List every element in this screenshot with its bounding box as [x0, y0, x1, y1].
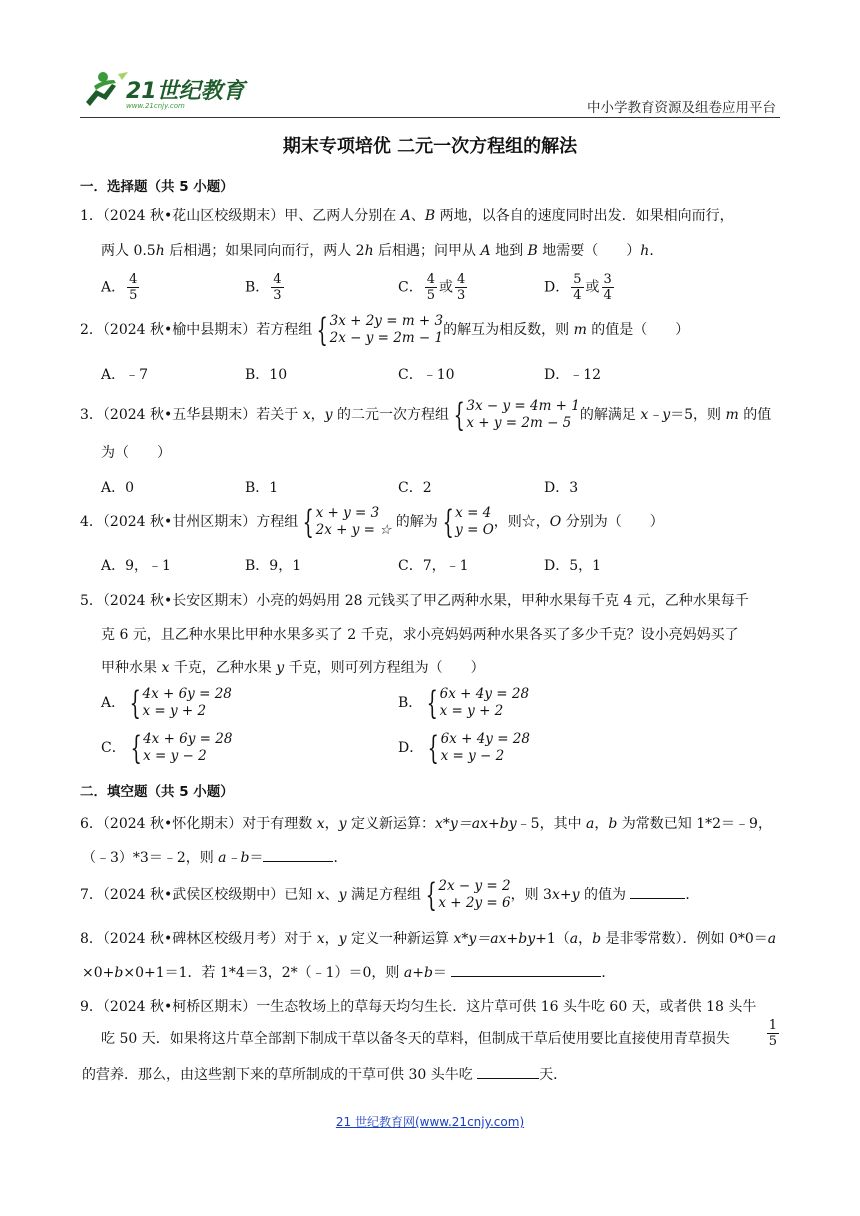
- text: 后相遇；问甲从: [373, 243, 481, 259]
- equation: 2x − y = 2: [438, 878, 511, 894]
- question-2-line-1: [80, 313, 689, 347]
- var: h: [640, 243, 650, 259]
- text: 两人 0.5: [101, 243, 156, 259]
- text: ．: [685, 887, 700, 903]
- text: ＝: [432, 965, 452, 981]
- text: 的值: [738, 407, 772, 423]
- var: y: [338, 887, 347, 903]
- brace: {: [442, 503, 454, 541]
- text: 是非零常数）．例如 0*0＝: [601, 931, 768, 947]
- question-7-line-1: [80, 878, 699, 912]
- question-number: 3．: [80, 407, 103, 423]
- question-5-option-a[interactable]: [101, 686, 232, 720]
- text: （﹣3）*3＝﹣2，则: [82, 850, 219, 866]
- logo-url: www.21cnjy.com: [126, 102, 185, 110]
- fraction: [571, 272, 583, 303]
- solution-system: [438, 505, 494, 539]
- question-number: 1．: [80, 208, 103, 224]
- text: ，则 3: [510, 887, 552, 903]
- var: y: [276, 660, 285, 676]
- question-number: 2．: [80, 322, 103, 338]
- question-8-line-2: [82, 962, 615, 982]
- var: a: [569, 931, 579, 947]
- text: 分别为（ ）: [561, 514, 664, 530]
- text: 的解满足: [579, 407, 641, 423]
- logo-text: 21世纪教育: [126, 79, 245, 104]
- question-8-line-1: [80, 928, 776, 948]
- brace: {: [426, 684, 439, 722]
- question-1-option-d[interactable]: [544, 272, 616, 303]
- var: a: [586, 816, 595, 832]
- question-number: 8．: [80, 931, 103, 947]
- question-2-option-d[interactable]: D．﹣12: [544, 367, 602, 383]
- text: 后相遇；如果同向而行，两人 2: [164, 243, 365, 259]
- or-text: 或: [585, 279, 600, 296]
- var: y: [338, 816, 347, 832]
- equation: 2x − y = 2m − 1: [329, 330, 444, 346]
- text: （2024 秋•碑林区校级月考）对于: [102, 931, 317, 947]
- var: b: [592, 931, 602, 947]
- equation: x = y − 2: [143, 748, 207, 764]
- equation: 4x + 6y = 28: [142, 686, 232, 702]
- question-1-line-2: [101, 240, 663, 260]
- numerator: 4: [273, 272, 282, 287]
- option-label: B．: [245, 279, 270, 296]
- equation: 3x − y = 4m + 1: [466, 398, 580, 414]
- equation: x = y + 2: [142, 703, 207, 719]
- var: a: [767, 931, 777, 947]
- text: 满足方程组: [346, 887, 421, 903]
- equation-system: [298, 505, 391, 539]
- question-4-option-a[interactable]: A．9，﹣1: [101, 558, 171, 574]
- var: y: [338, 931, 347, 947]
- question-4-option-d[interactable]: D．5，1: [544, 558, 602, 574]
- equation-system: [125, 686, 232, 720]
- text: ﹣5，其中: [516, 816, 587, 832]
- equation: 4x + 6y = 28: [143, 731, 233, 747]
- question-number: 5．: [80, 593, 103, 609]
- answer-blank[interactable]: [630, 886, 685, 899]
- equation: x + y = 3: [315, 505, 380, 521]
- var: m: [573, 322, 587, 338]
- text: 的二元一次方程组: [332, 407, 449, 423]
- brace: {: [302, 503, 315, 541]
- text: ，: [310, 407, 325, 423]
- footer-link[interactable]: 21 世纪教育网(www.21cnjy.com): [335, 1115, 525, 1129]
- answer-blank[interactable]: [477, 1066, 539, 1079]
- var: x: [316, 887, 325, 903]
- denominator: 4: [573, 288, 582, 303]
- equation-system: [126, 731, 233, 765]
- text: 千克，则可列方程组为（ ）: [284, 660, 485, 676]
- var: x: [551, 887, 560, 903]
- text: 、: [410, 208, 425, 224]
- question-3-option-c[interactable]: C．2: [398, 480, 432, 496]
- text: 两地，以各自的速度同时出发．如果相向而行，: [435, 208, 734, 224]
- var: A: [480, 243, 491, 259]
- text: 定义新运算：: [346, 816, 435, 832]
- text: （2024 秋•柯桥区期末）一生态牧场上的草每天均匀生长．这片草可供 16 头牛吃 60 天，或者供 18 头牛: [102, 999, 757, 1015]
- text: ．: [649, 243, 664, 259]
- var: y: [324, 407, 333, 423]
- question-1-option-c[interactable]: [398, 272, 469, 303]
- text: ，: [594, 816, 609, 832]
- denominator: 5: [426, 288, 435, 303]
- option-label: D．: [398, 740, 424, 756]
- text: ，: [324, 931, 339, 947]
- question-2-option-b[interactable]: B．10: [245, 367, 288, 383]
- equation: x = y − 2: [440, 748, 505, 764]
- fraction: [127, 272, 139, 303]
- option-label: B．: [398, 695, 423, 711]
- question-1-option-a[interactable]: [101, 272, 141, 303]
- text: 天．: [539, 1067, 568, 1083]
- text: （2024 秋•榆中县期末）若方程组: [102, 322, 313, 338]
- fraction: [455, 272, 467, 303]
- text: ．: [601, 965, 616, 981]
- var: x: [316, 931, 325, 947]
- question-5-line-3: [101, 657, 485, 677]
- brace: {: [129, 684, 141, 722]
- question-2-option-c[interactable]: C．﹣10: [398, 367, 455, 383]
- question-5-option-c[interactable]: [101, 731, 232, 765]
- question-1-line-1: [80, 205, 734, 225]
- equation: 6x + 4y = 28: [439, 686, 530, 702]
- text: ×0+1＝1．若 1*4＝3，2*（﹣1）＝0，则: [123, 965, 404, 981]
- brace: {: [425, 876, 437, 914]
- text: ＝5，则: [670, 407, 726, 423]
- text: （2024 秋•怀化期末）对于有理数: [102, 816, 317, 832]
- text: ，: [578, 931, 593, 947]
- var: b: [608, 816, 618, 832]
- text: 、: [324, 887, 339, 903]
- question-2-option-a[interactable]: A．﹣7: [101, 367, 149, 383]
- var: y: [571, 887, 580, 903]
- section-heading-fill: 二．填空题（共 5 小题）: [80, 784, 234, 800]
- text: （2024 秋•五华县期末）若关于: [102, 407, 303, 423]
- text: （2024 秋•长安区期末）小亮的妈妈用 28 元钱买了甲乙两种水果，甲种水果每千克 4 元，乙种水果每千: [102, 593, 749, 609]
- equation-system: [422, 686, 529, 720]
- expr: a+b: [403, 965, 433, 981]
- denominator: 3: [273, 288, 282, 303]
- numerator: 3: [603, 272, 612, 287]
- text: 的解为: [391, 514, 438, 530]
- expr: x*y＝ax+by: [435, 816, 517, 832]
- text: ．: [333, 850, 348, 866]
- equation: 2x + y = ☆: [315, 522, 392, 538]
- var: h: [155, 243, 165, 259]
- option-label: C．: [398, 279, 423, 296]
- text: 的营养．那么，由这些割下来的草所制成的干草可供 30 头牛吃: [82, 1067, 478, 1083]
- denominator: 5: [129, 288, 138, 303]
- question-9-line-2: [101, 1018, 781, 1049]
- option-label: C．: [101, 740, 126, 756]
- question-4-option-b[interactable]: B．9，1: [245, 558, 302, 574]
- text: ＝: [249, 850, 264, 866]
- var: B: [424, 208, 436, 224]
- brace: {: [427, 729, 440, 767]
- text: ，则☆，: [493, 514, 550, 530]
- numerator: 4: [457, 272, 466, 287]
- question-5-line-1: [80, 590, 749, 610]
- equation-system: [421, 878, 511, 912]
- option-label: A．: [101, 279, 126, 296]
- text: 为常数已知 1*2＝﹣9，: [617, 816, 772, 832]
- text: 吃 50 天．如果将这片草全部割下制成干草以备冬天的草料，但制成干草后使用要比直接使用青草损失: [101, 1031, 730, 1047]
- question-1-option-b[interactable]: [245, 272, 286, 303]
- numerator: 4: [129, 272, 138, 287]
- denominator: 5: [768, 1034, 777, 1049]
- option-label: A．: [101, 695, 126, 711]
- platform-name: 中小学教育资源及组卷应用平台: [587, 100, 776, 116]
- numerator: 5: [573, 272, 582, 287]
- answer-blank[interactable]: [263, 849, 333, 862]
- fraction: [271, 272, 283, 303]
- fraction: [767, 1018, 779, 1049]
- text: +: [559, 887, 572, 903]
- text: 甲种水果: [101, 660, 162, 676]
- text: 的值为: [579, 887, 631, 903]
- text: （2024 秋•甘州区期末）方程组: [102, 514, 299, 530]
- fraction: [602, 272, 614, 303]
- text: +1（: [535, 931, 570, 947]
- text: （2024 秋•武侯区校级期中）已知: [102, 887, 317, 903]
- question-number: 6．: [80, 816, 103, 832]
- question-4-option-c[interactable]: C．7，﹣1: [398, 558, 469, 574]
- or-text: 或: [439, 279, 453, 296]
- var: O: [549, 514, 562, 530]
- text: 的解互为相反数，则: [443, 322, 574, 338]
- question-3-option-d[interactable]: D．3: [544, 480, 579, 496]
- expr: a﹣b: [218, 850, 250, 866]
- question-3-option-b[interactable]: B．1: [245, 480, 279, 496]
- text: ×0+: [82, 965, 115, 981]
- brace: {: [453, 396, 465, 434]
- text: 的值是（ ）: [586, 322, 690, 338]
- var: x: [316, 816, 325, 832]
- answer-blank[interactable]: [451, 964, 601, 977]
- denominator: 3: [457, 288, 466, 303]
- section-heading-choice: 一．选择题（共 5 小题）: [80, 179, 234, 195]
- site-logo: [80, 68, 260, 112]
- numerator: 1: [768, 1018, 777, 1033]
- numerator: 4: [426, 272, 435, 287]
- equation-system: [312, 313, 443, 347]
- var: A: [400, 208, 411, 224]
- expr: x*y＝ax+by: [453, 931, 536, 947]
- var: m: [725, 407, 739, 423]
- brace: {: [316, 311, 329, 349]
- equation: 3x + 2y = m + 3: [329, 313, 444, 329]
- question-3-line-2: 为（ ）: [101, 445, 171, 461]
- var: x: [161, 660, 170, 676]
- question-5-option-d[interactable]: [398, 731, 530, 765]
- equation: x + y = 2m − 5: [466, 415, 572, 431]
- runner-icon: [86, 72, 128, 106]
- question-number: 4．: [80, 514, 103, 530]
- question-3-line-1: [80, 398, 771, 432]
- fraction: [425, 272, 437, 303]
- question-6-line-2: [82, 847, 347, 867]
- var: b: [114, 965, 124, 981]
- equation: x + 2y = 6: [438, 895, 511, 911]
- text: 地到: [490, 243, 528, 259]
- equation: x = y + 2: [439, 703, 504, 719]
- text: 地需要（ ）: [537, 243, 641, 259]
- equation: x = 4: [455, 505, 492, 521]
- equation: y = O: [455, 522, 494, 538]
- denominator: 4: [603, 288, 612, 303]
- header-divider: [80, 117, 780, 118]
- question-5-option-b[interactable]: [398, 686, 529, 720]
- text: 定义一种新运算: [346, 931, 454, 947]
- question-3-option-a[interactable]: A．0: [101, 480, 135, 496]
- question-9-line-3: [82, 1064, 567, 1084]
- text: 千克，乙种水果: [169, 660, 277, 676]
- brace: {: [130, 729, 142, 767]
- question-number: 9．: [80, 999, 103, 1015]
- equation-system: [449, 398, 580, 432]
- question-9-line-1: [80, 996, 756, 1016]
- var: B: [527, 243, 538, 259]
- question-4-line-1: [80, 505, 664, 539]
- equation-system: [423, 731, 530, 765]
- var: h: [364, 243, 374, 259]
- question-5-line-2: 克 6 元，且乙种水果比甲种水果多买了 2 千克，求小亮妈妈两种水果各买了多少千克？设小亮妈妈买了: [101, 627, 739, 643]
- expr: x﹣y: [640, 407, 671, 423]
- equation: 6x + 4y = 28: [440, 731, 530, 747]
- text: ，: [324, 816, 339, 832]
- page-title: 期末专项培优 二元一次方程组的解法: [282, 136, 578, 157]
- option-label: D．: [544, 279, 570, 296]
- question-number: 7．: [80, 887, 103, 903]
- var: x: [302, 407, 311, 423]
- text: （2024 秋•花山区校级期末）甲、乙两人分别在: [102, 208, 401, 224]
- question-6-line-1: [80, 813, 772, 833]
